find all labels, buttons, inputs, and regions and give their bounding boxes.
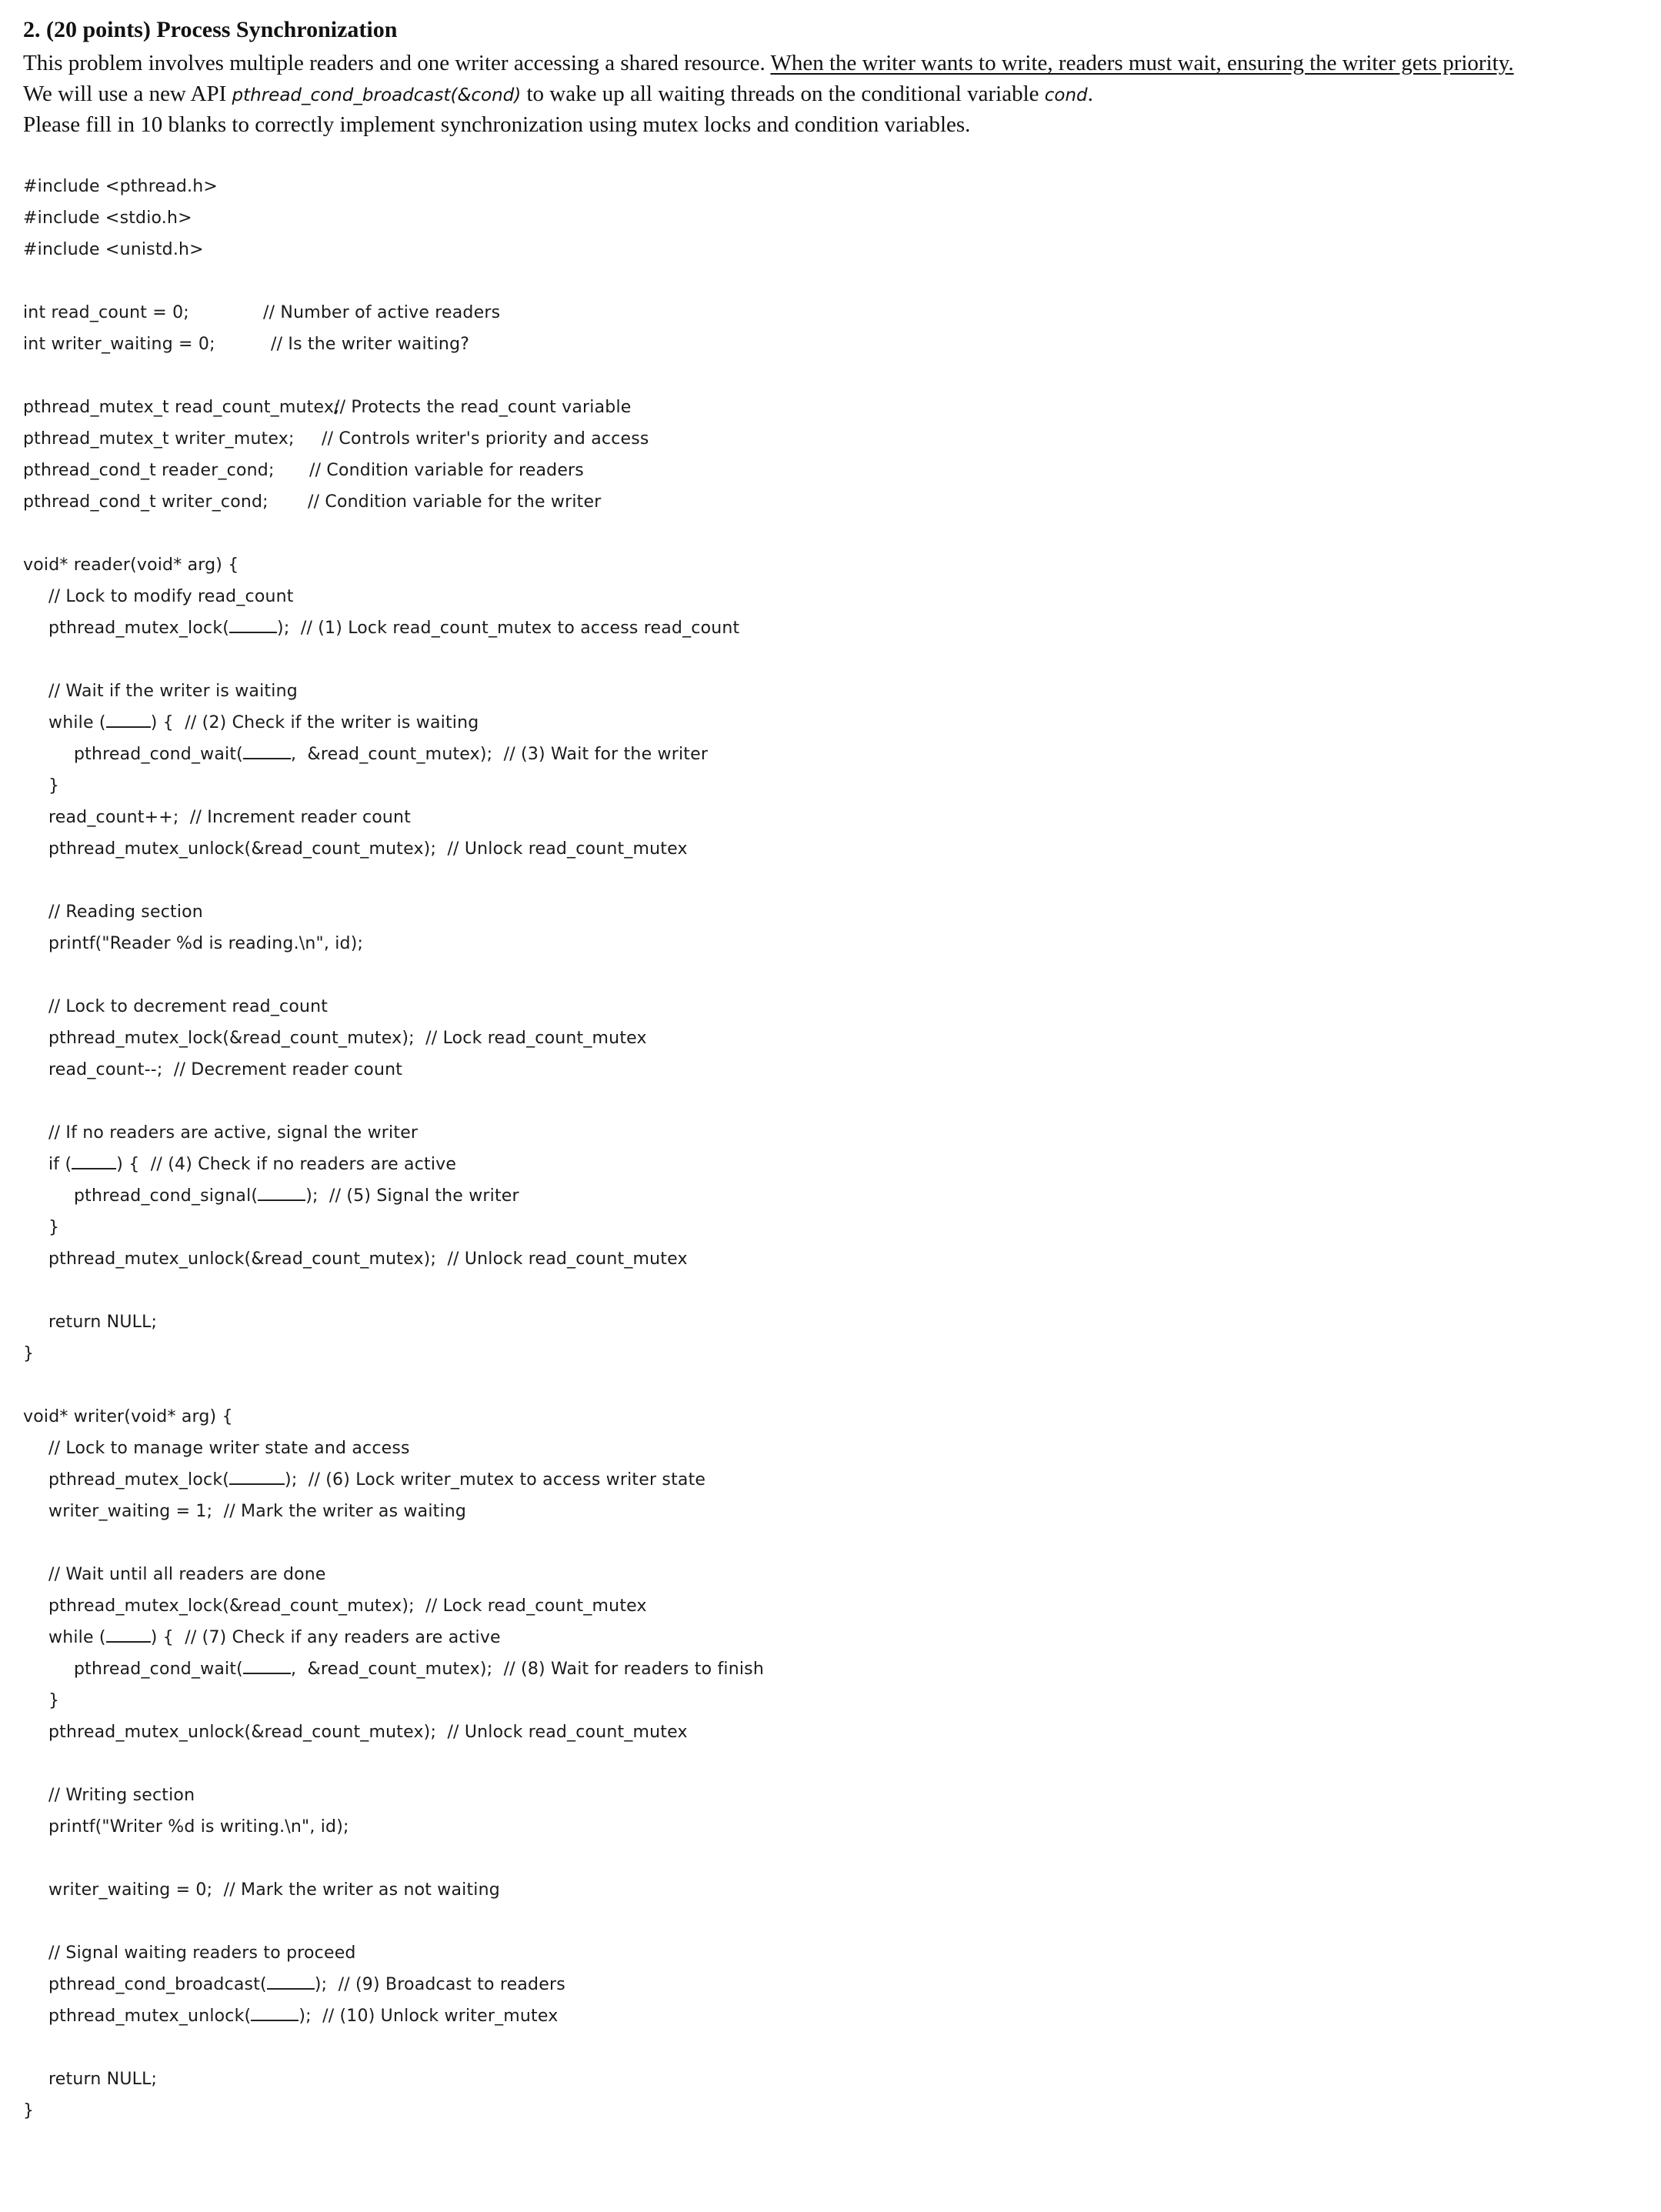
code-text: if (	[48, 1155, 72, 1174]
writer-unlock-rc: pthread_mutex_unlock(&read_count_mutex); // Unlock read_count_mutex	[48, 1723, 688, 1742]
writer-comment-wait-readers: // Wait until all readers are done	[48, 1565, 326, 1584]
writer-end: }	[23, 2101, 35, 2120]
reader-comment-wait-writer: // Wait if the writer is waiting	[48, 682, 298, 701]
include-unistd: #include <unistd.h>	[23, 240, 204, 259]
reader-end: }	[23, 1344, 35, 1363]
writer-comment-signal: // Signal waiting readers to proceed	[48, 1943, 356, 1963]
intro-line-2-mid: to wake up all waiting threads on the conditional variable	[521, 82, 1045, 106]
reader-increment: read_count++; // Increment reader count	[48, 808, 412, 827]
code-text: ) { // (4) Check if no readers are active	[116, 1155, 457, 1174]
code-text: ) { // (7) Check if any readers are active	[150, 1628, 501, 1647]
reader-comment-decrement: // Lock to decrement read_count	[48, 997, 329, 1016]
code-text: pthread_cond_broadcast(	[48, 1975, 267, 1994]
decl-writer-mutex-comment: // Controls writer's priority and access	[322, 429, 649, 449]
question-title: 2. (20 points) Process Synchronization	[23, 17, 398, 42]
decl-reader-cond: pthread_cond_t reader_cond;	[23, 461, 275, 480]
intro-line-2-pre: We will use a new API	[23, 82, 232, 106]
fill-blank-3[interactable]	[243, 744, 291, 759]
reader-line-blank-2	[0, 712, 479, 735]
reader-close-while: }	[48, 776, 60, 796]
code-text: ) { // (2) Check if the writer is waiting	[150, 713, 479, 732]
fill-blank-7[interactable]	[106, 1627, 151, 1643]
intro-line-1	[23, 48, 1514, 78]
reader-decrement: read_count--; // Decrement reader count	[48, 1060, 403, 1079]
code-text: ); // (10) Unlock writer_mutex	[299, 2007, 559, 2026]
fill-blank-5[interactable]	[258, 1186, 305, 1201]
code-text: pthread_mutex_lock(	[48, 1470, 230, 1490]
code-text: pthread_mutex_lock(	[48, 619, 230, 638]
global-writer-waiting: int writer_waiting = 0;	[23, 335, 215, 354]
decl-writer-cond-comment: // Condition variable for the writer	[308, 492, 602, 512]
code-text: ); // (5) Signal the writer	[305, 1186, 519, 1206]
reader-line-blank-1	[0, 617, 739, 640]
fill-blank-10[interactable]	[251, 2006, 299, 2021]
reader-line-blank-4	[0, 1153, 456, 1176]
intro-line-3: Please fill in 10 blanks to correctly implement synchronization using mutex locks and condition variables.	[23, 112, 971, 137]
code-text: while (	[48, 713, 106, 732]
code-text: ); // (6) Lock writer_mutex to access writer state	[285, 1470, 706, 1490]
include-pthread: #include <pthread.h>	[23, 177, 218, 196]
decl-writer-mutex: pthread_mutex_t writer_mutex;	[23, 429, 295, 449]
api-name: pthread_cond_broadcast(&cond)	[232, 85, 522, 105]
reader-lock-2: pthread_mutex_lock(&read_count_mutex); // Lock read_count_mutex	[48, 1029, 647, 1048]
fill-blank-6[interactable]	[229, 1470, 285, 1485]
fill-blank-4[interactable]	[72, 1154, 116, 1169]
code-text: ); // (9) Broadcast to readers	[314, 1975, 565, 1994]
writer-line-blank-8	[0, 1658, 764, 1681]
writer-line-blank-7	[0, 1626, 501, 1650]
reader-signature: void* reader(void* arg) {	[23, 556, 239, 575]
reader-line-blank-3	[0, 743, 708, 766]
writer-line-blank-9	[0, 1973, 565, 1997]
global-read-count: int read_count = 0;	[23, 303, 189, 322]
intro-line-1-underlined: When the writer wants to write, readers must wait, ensuring the writer gets priority.	[770, 51, 1514, 75]
code-text: pthread_cond_signal(	[74, 1186, 258, 1206]
intro-line-2-post: .	[1087, 82, 1093, 106]
reader-return: return NULL;	[48, 1313, 158, 1332]
writer-line-blank-6	[0, 1469, 705, 1492]
reader-printf: printf("Reader %d is reading.\n", id);	[48, 934, 364, 953]
intro-line-1-plain: This problem involves multiple readers and one writer accessing a shared resource.	[23, 51, 771, 75]
code-text: pthread_mutex_unlock(	[48, 2007, 252, 2026]
decl-read-count-mutex: pthread_mutex_t read_count_mutex;	[23, 398, 340, 417]
writer-comment-lock: // Lock to manage writer state and access	[48, 1439, 410, 1458]
global-read-count-comment: // Number of active readers	[263, 303, 501, 322]
reader-comment-lock: // Lock to modify read_count	[48, 587, 294, 606]
fill-blank-9[interactable]	[267, 1974, 315, 1990]
code-text: while (	[48, 1628, 106, 1647]
reader-close-if: }	[48, 1218, 60, 1237]
reader-line-blank-5	[0, 1185, 519, 1208]
writer-close-while: }	[48, 1691, 60, 1710]
code-text: ); // (1) Lock read_count_mutex to access read_count	[277, 619, 740, 638]
writer-comment-writing: // Writing section	[48, 1786, 195, 1805]
code-text: pthread_cond_wait(	[74, 1660, 243, 1679]
decl-reader-cond-comment: // Condition variable for readers	[309, 461, 584, 480]
writer-printf: printf("Writer %d is writing.\n", id);	[48, 1817, 349, 1837]
writer-lock-rc: pthread_mutex_lock(&read_count_mutex); // Lock read_count_mutex	[48, 1596, 647, 1616]
reader-comment-reading: // Reading section	[48, 902, 203, 922]
code-text: , &read_count_mutex); // (8) Wait for readers to finish	[290, 1660, 764, 1679]
code-text: , &read_count_mutex); // (3) Wait for the writer	[290, 745, 709, 764]
writer-signature: void* writer(void* arg) {	[23, 1407, 233, 1426]
global-writer-waiting-comment: // Is the writer waiting?	[271, 335, 470, 354]
intro-line-2	[23, 78, 1093, 111]
cond-var-name: cond	[1044, 85, 1088, 105]
decl-read-count-mutex-comment: // Protects the read_count variable	[334, 398, 632, 417]
writer-clear-waiting: writer_waiting = 0; // Mark the writer as not waiting	[48, 1880, 500, 1900]
reader-unlock-1: pthread_mutex_unlock(&read_count_mutex); // Unlock read_count_mutex	[48, 839, 688, 859]
include-stdio: #include <stdio.h>	[23, 209, 192, 228]
reader-unlock-2: pthread_mutex_unlock(&read_count_mutex); // Unlock read_count_mutex	[48, 1249, 688, 1269]
fill-blank-1[interactable]	[229, 618, 277, 633]
reader-comment-no-readers: // If no readers are active, signal the writer	[48, 1123, 419, 1143]
decl-writer-cond: pthread_cond_t writer_cond;	[23, 492, 268, 512]
code-text: pthread_cond_wait(	[74, 745, 243, 764]
writer-line-blank-10	[0, 2005, 558, 2028]
writer-set-waiting: writer_waiting = 1; // Mark the writer as waiting	[48, 1502, 467, 1521]
fill-blank-8[interactable]	[243, 1659, 291, 1674]
fill-blank-2[interactable]	[106, 712, 151, 728]
writer-return: return NULL;	[48, 2070, 158, 2089]
